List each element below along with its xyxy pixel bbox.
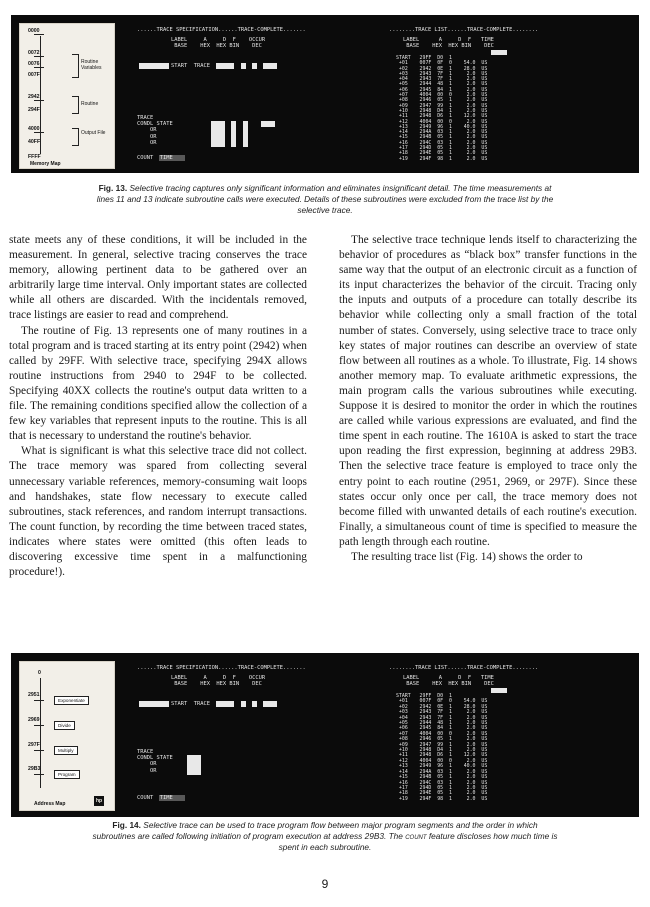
paragraph: The routine of Fig. 13 represents one of many routines in a total program and is traced starting at its entry point (2942) when called by 29FF. With selective trace, specifying 294X allows routine instructions from 2940 to 294F to be collected. Specifying 40XX collects the routine's output data written to a file. The remaining conditions specified allow the collection of a few key variables that represent inputs to the routine. This is all that is necessary to understand the routine's behavior. (9, 324, 307, 443)
trace-list-header: ........TRACE LIST......TRACE-COMPLETE........ (389, 665, 539, 671)
paragraph: What is significant is what this selective trace did not collect. The trace memory was spared from collecting several unnecessary variable references, memory-consuming wait loops and handshakes, state flow necessary to execute called subroutines, stack references, and random interrupt transactions. The count function, by recording the time between traced states, indicates where states were omitted (this often leads to discovering excessive time spent in a malfunctioning procedure!). (9, 445, 307, 579)
output-file-label: Output File (81, 130, 106, 136)
trace-spec-column-labels: LABEL A D F OCCUR BASE HEX HEX BIN DEC (171, 37, 266, 50)
address-label: FFFF (28, 154, 41, 160)
paragraph: state meets any of these conditions, it will be included in the measurement. In general, selective tracing conserves the trace memory, allowing pertinent data to be gathered over an arbitrarily large time interval. Only important states are collected while all others are discarded. With the incidentals removed, trace listings are easier to read and comprehend. (9, 234, 307, 322)
figure-14-label: Fig. 14. (112, 820, 141, 830)
divide-label: Divide (54, 721, 75, 730)
hp-logo-icon: hp (95, 798, 103, 804)
trace-spec-header: ......TRACE SPECIFICATION......TRACE-COMPLETE....... (137, 665, 306, 671)
left-text-column (9, 233, 307, 580)
exponentiate-label: Exponentiate (54, 696, 89, 705)
trace-spec-header: ......TRACE SPECIFICATION......TRACE-COMPLETE....... (137, 27, 306, 33)
paragraph: The selective trace technique lends itself to characterizing the behavior of procedures as “black box” transfer functions in the same way that the output of an electronic circuit as a function of its input characterizes the behavior of the circuit. Tracing only the inputs and outputs of a procedure can totally describe its behavior while collecting only a small fraction of the total number of states. Conversely, using selective trace to trace only key states of major routines can describe an overview of state flow between all routines as a whole. To illustrate, Fig. 14 shows another memory map. To evaluate arithmetic expressions, the main program calls the various subroutines while executing. Suppose it is desired to monitor the order in which the routines are called while various expressions are evaluated, and find the time spent in each routine. The 1610A is asked to start the trace upon reading the first expression, beginning at address 29B3. Then the selective trace feature is employed to trace only the entry point to each routine (2951, 2969, or 297F). Since these states occur only once per call, the trace memory does not become filled with unwanted details of each routine's execution. Finally, a simultaneous count of time is specified to measure the path length through each routine. (339, 234, 637, 548)
address-label: 007F (28, 72, 40, 78)
address-map-diagram (19, 661, 115, 811)
trace-list-rows: START 29FF D0 1 +01 007F 0F 0 54.0 US +02 2942 0E 1 28.0 US +03 2943 7F 1 2.0 US +04 2943 7F 1 2.0 US +05 2944 48 1 2.0 US +06 2945 84 1 2.0 US +07 4004 00 0 2.0 US +08 2946 05 1 2.0 US +09 2947 99 1 2.0 US +10 2948 D4 1 2.0 US +11 2948 D6 1 12.0 US +12 4004 00 0 2.0 US +13 2949 96 1 40.0 US +14 294A 03 1 2.0 US +15 294B 05 1 2.0 US +16 294C 03 1 2.0 US +17 294D 05 1 2.0 US +18 294E 05 1 2.0 US +19 294F 98 1 2.0 US (396, 693, 488, 802)
figure-14-photo (11, 653, 639, 817)
figure-13-label: Fig. 13. (98, 183, 128, 193)
trace-list-rows: START 29FF D0 1 +01 007F 0F 0 54.0 US +02 2942 0E 1 28.0 US +03 2943 7F 1 2.0 US +04 2943 7F 1 2.0 US +05 2944 48 1 2.0 US +06 2945 84 1 2.0 US +07 4004 00 0 2.0 US +08 2946 05 1 2.0 US +09 2947 99 1 2.0 US +10 2948 D4 1 2.0 US +11 2948 D6 1 12.0 US +12 4004 00 0 2.0 US +13 2949 96 1 40.0 US +14 294A 03 1 2.0 US +15 294B 05 1 2.0 US +16 294C 03 1 2.0 US +17 294D 05 1 2.0 US +18 294E 05 1 2.0 US +19 294F 98 1 2.0 US (396, 55, 488, 162)
address-label: 297F (28, 742, 40, 748)
address-label: 294F (28, 107, 40, 113)
trace-start-line: START TRACE (171, 701, 210, 707)
count-line: COUNT TIME (137, 155, 173, 161)
count-line: COUNT TIME (137, 795, 173, 801)
address-label: 2969 (28, 717, 40, 723)
trace-list-column-labels: LABEL A D F TIME BASE HEX HEX BIN DEC (403, 675, 494, 688)
trace-start-line: START TRACE (171, 63, 210, 69)
page-number: 9 (321, 877, 329, 891)
address-label: 40FF (28, 139, 41, 145)
address-label: 0000 (28, 28, 40, 34)
right-text-column (339, 233, 637, 565)
trace-conditions: TRACE CONDL STATE OR OR (137, 749, 173, 774)
memory-map-diagram (19, 23, 115, 169)
trace-conditions: TRACE CONDL STATE OR OR OR (137, 115, 173, 146)
address-label: 29B3 (28, 766, 41, 772)
figure-13-photo (11, 15, 639, 173)
address-label: 0072 (28, 50, 40, 56)
multiply-label: Multiply (54, 746, 78, 755)
memory-map-caption: Memory Map (30, 161, 61, 167)
address-label: 0 (38, 670, 41, 676)
routine-label: Routine (81, 101, 99, 107)
address-label: 2942 (28, 94, 40, 100)
figure-14-caption-text: Selective trace can be used to trace program flow between major program segments and the order in which subroutines are called following initiation of program execution at address 29B3. The (92, 820, 538, 841)
count-keyword: count (405, 831, 427, 841)
figure-13-caption-text: Selective tracing captures only significant information and eliminates insignificant detail. The time measurements at lines 11 and 13 indicate subroutine calls were executed. Details of these subroutines were excluded from the trace list by the selective trace. (96, 183, 554, 215)
trace-list-column-labels: LABEL A D F TIME BASE HEX HEX BIN DEC (403, 37, 494, 50)
figure-14-caption-text-end: feature discloses how much time is spent in each subroutine. (278, 831, 558, 852)
trace-spec-column-labels: LABEL A D F OCCUR BASE HEX HEX BIN DEC (171, 675, 266, 688)
address-label: 4000 (28, 126, 40, 132)
address-map-caption: Address Map (34, 801, 66, 807)
routine-variables-label: Routine Variables (81, 59, 102, 71)
trace-list-header: ........TRACE LIST......TRACE-COMPLETE........ (389, 27, 539, 33)
address-label: 2951 (28, 692, 40, 698)
figure-14-caption (90, 820, 560, 853)
address-label: 0076 (28, 61, 40, 67)
figure-13-caption (90, 183, 560, 216)
program-label: Program (54, 770, 80, 779)
paragraph: The resulting trace list (Fig. 14) shows the order to (351, 550, 583, 563)
